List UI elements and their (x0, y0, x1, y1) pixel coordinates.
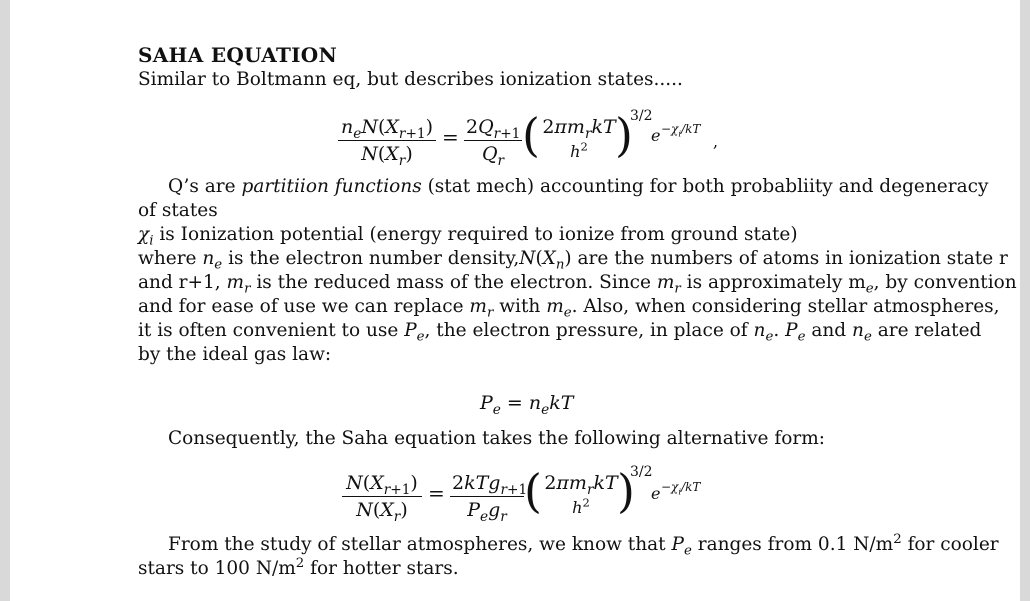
explanation-line-4: it is often convenient to use $P_e$, the electron pressure, in place of $n_e$. $P_e$ and $n_e$ are related (138, 320, 982, 345)
eq1-paren-fraction: $2\pi m_rkT$ $h^2$ (542, 116, 616, 161)
eq3-left-fraction: $\frac{N(X_{r+1})}{N(X_r)}$ (342, 472, 422, 521)
partition-functions-line: Q’s are partitiion functions (stat mech) accounting for both probabliity and degeneracy (168, 176, 989, 197)
explanation-line-2: and r+1, $m_r$ is the reduced mass of the electron. Since $m_r$ is approximately $m_e$, by convention (138, 272, 1017, 297)
partition-functions-line-2: of states (138, 200, 218, 221)
intro-line: Similar to Boltmann eq, but describes ionization states..... (138, 69, 683, 90)
ionization-potential-line: $\chi_i$ is Ionization potential (energy required to ionize from ground state) (138, 224, 798, 249)
explanation-line-5: by the ideal gas law: (138, 344, 332, 365)
ideal-gas-equation: $P_e = n_ekT$ (480, 392, 574, 418)
final-line-2: stars to 100 $N/m^2$ for hotter stars. (138, 555, 459, 579)
eq1-mid-fraction: $\frac{2Q_{r+1}}{Q_r}$ (466, 116, 521, 169)
section-heading: SAHA EQUATION (138, 43, 338, 67)
explanation-line-1: where $n_e$ is the electron number $density,N(X_n)$ are the numbers of atoms in ionization state r (138, 248, 1008, 273)
document-page: SAHA EQUATION Similar to Boltmann eq, but describes ionization states..... $n_eN(X_{r+1})$ $N(X_r)$ = $\frac{2Q_{r+1}}{Q_r}$ ( $2\pi m_rkT$ $h^2$ ) 3/2 e $-\chi_i/kT$ , Q’s are partitiion functions (stat mech) accounting for both probabliity and degeneracy of states $\chi_i$ is Ionization potential (energy required to ionize from ground state) where $n_e$ is the electron number $density,N(X_n)$ are the numbers of atoms in ionization state r and r+1, $m_r$ is the reduced mass of the electron. Since $m_r$ is approximately $m_e$, by convention and for ease of use we can replace $m_r$ with $m_e$. Also, when considering stellar atmospheres, it is often convenient to use $P_e$, the electron pressure, in place of $n_e$. $P_e$ and $n_e$ are related by the ideal gas law: $P_e = n_ekT$ Consequently, the Saha equation takes the following alternative form: $\frac{N(X_{r+1})}{N(X_r)}$ = 2kTg$_{r+1}$ $P_eg_r$ ( $2\pi m_rkT$ $h^2$ ) 3/2 e $-\chi_i/kT$ From the study of stellar atmospheres, we know that $P_e$ ranges from 0.1 $N/m^2$ for cooler stars to 100 $N/m^2$ for hotter stars. (10, 0, 1020, 601)
final-line-1: From the study of stellar atmospheres, we know that $P_e$ ranges from 0.1 $N/m^2$ for cooler (168, 531, 999, 559)
explanation-line-3: and for ease of use we can replace $m_r$ with $m_e$. Also, when considering stellar atmospheres, (138, 296, 1000, 321)
eq3-mid-fraction: 2kTg$_{r+1}$ $P_eg_r$ (452, 472, 528, 525)
consequently-line: Consequently, the Saha equation takes the following alternative form: (168, 428, 825, 449)
eq3-paren-fraction: $2\pi m_rkT$ $h^2$ (544, 472, 618, 517)
eq1-left-fraction: $n_eN(X_{r+1})$ $N(X_r)$ (338, 116, 436, 165)
